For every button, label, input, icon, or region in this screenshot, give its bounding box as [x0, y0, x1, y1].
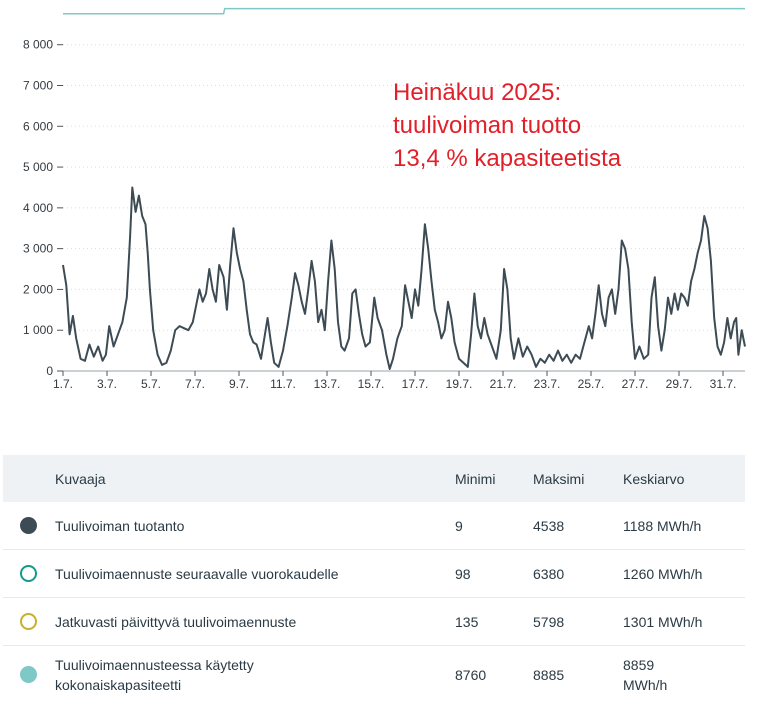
header-maksimi: Maksimi	[533, 455, 623, 502]
row-min: 98	[455, 550, 533, 598]
header-icon-cell	[3, 455, 55, 502]
x-tick-label: 11.7.	[270, 377, 296, 391]
x-tick-label: 23.7.	[533, 377, 561, 391]
row-min: 8760	[455, 666, 487, 683]
outline-circle-icon[interactable]	[20, 613, 37, 630]
filled-circle-icon[interactable]	[20, 517, 37, 534]
row-avg: 1301 MWh/h	[623, 598, 745, 646]
x-tick-label: 25.7.	[577, 377, 605, 391]
row-avg: 1188 MWh/h	[623, 502, 745, 550]
header-kuvaaja: Kuvaaja	[55, 455, 455, 502]
y-tick-label: 0	[46, 364, 53, 378]
y-tick-label: 8 000	[22, 37, 53, 52]
filled-circle-icon[interactable]	[20, 666, 37, 683]
x-axis-ticks	[53, 371, 736, 391]
legend-header-row	[3, 455, 745, 502]
x-tick-label: 31.7.	[709, 377, 737, 391]
row-name: Jatkuvasti päivittyvä tuulivoimaennuste	[55, 598, 455, 646]
legend-table	[3, 455, 745, 703]
x-tick-label: 15.7.	[357, 377, 385, 391]
row-avg	[623, 646, 745, 704]
row-name-line-2: kokonaiskapasiteetti	[55, 676, 182, 693]
legend-row-day-ahead-forecast[interactable]	[3, 550, 745, 598]
series-line-capacity	[63, 9, 745, 14]
row-avg-line-1: 8859	[623, 656, 655, 673]
row-name-line-1: Tuulivoimaennusteessa käytetty	[55, 656, 254, 673]
row-avg: 1260 MWh/h	[623, 550, 745, 598]
y-tick-label: 1 000	[22, 323, 53, 338]
y-tick-label: 7 000	[22, 78, 53, 93]
x-tick-label: 3.7.	[96, 377, 118, 391]
chart-annotation	[393, 76, 621, 175]
annotation-line-1: Heinäkuu 2025:	[393, 79, 562, 106]
row-icon-cell	[3, 550, 55, 598]
legend-row-continuous-forecast[interactable]	[3, 598, 745, 646]
x-tick-label: 19.7.	[445, 377, 473, 391]
x-tick-label: 27.7.	[621, 377, 649, 391]
row-max: 4538	[533, 502, 623, 550]
series-line-production	[63, 188, 745, 370]
x-tick-label: 17.7.	[401, 377, 429, 391]
row-icon-cell	[3, 502, 55, 550]
row-max: 5798	[533, 598, 623, 646]
row-name	[55, 646, 455, 704]
x-tick-label: 13.7.	[313, 377, 341, 391]
row-min: 135	[455, 598, 533, 646]
legend-row-capacity[interactable]	[3, 646, 745, 704]
annotation-line-3: 13,4 % kapasiteetista	[393, 145, 622, 172]
y-axis-ticks	[23, 38, 63, 378]
row-avg-line-2: MWh/h	[623, 676, 668, 693]
series-lines	[63, 9, 745, 369]
row-icon-cell	[3, 646, 55, 704]
row-max: 6380	[533, 550, 623, 598]
x-tick-label: 9.7.	[228, 377, 250, 391]
outline-circle-icon[interactable]	[20, 565, 37, 582]
x-tick-label: 5.7.	[140, 377, 162, 391]
header-minimi: Minimi	[455, 455, 533, 502]
row-min: 9	[455, 502, 533, 550]
row-name: Tuulivoimaennuste seuraavalle vuorokaudelle	[55, 550, 455, 598]
row-max: 8885	[533, 666, 565, 683]
y-tick-label: 6 000	[22, 119, 53, 134]
header-keskiarvo: Keskiarvo	[623, 455, 745, 502]
y-tick-label: 3 000	[22, 241, 53, 256]
x-tick-label: 1.7.	[52, 377, 74, 391]
y-tick-label: 5 000	[22, 160, 53, 175]
x-tick-label: 21.7.	[489, 377, 517, 391]
row-name: Tuulivoiman tuotanto	[55, 502, 455, 550]
row-icon-cell	[3, 598, 55, 646]
x-tick-label: 29.7.	[665, 377, 693, 391]
legend-row-production[interactable]	[3, 502, 745, 550]
x-tick-label: 7.7.	[184, 377, 206, 391]
y-tick-label: 4 000	[22, 200, 53, 215]
y-tick-label: 2 000	[22, 282, 53, 297]
annotation-line-2: tuulivoiman tuotto	[393, 112, 582, 139]
